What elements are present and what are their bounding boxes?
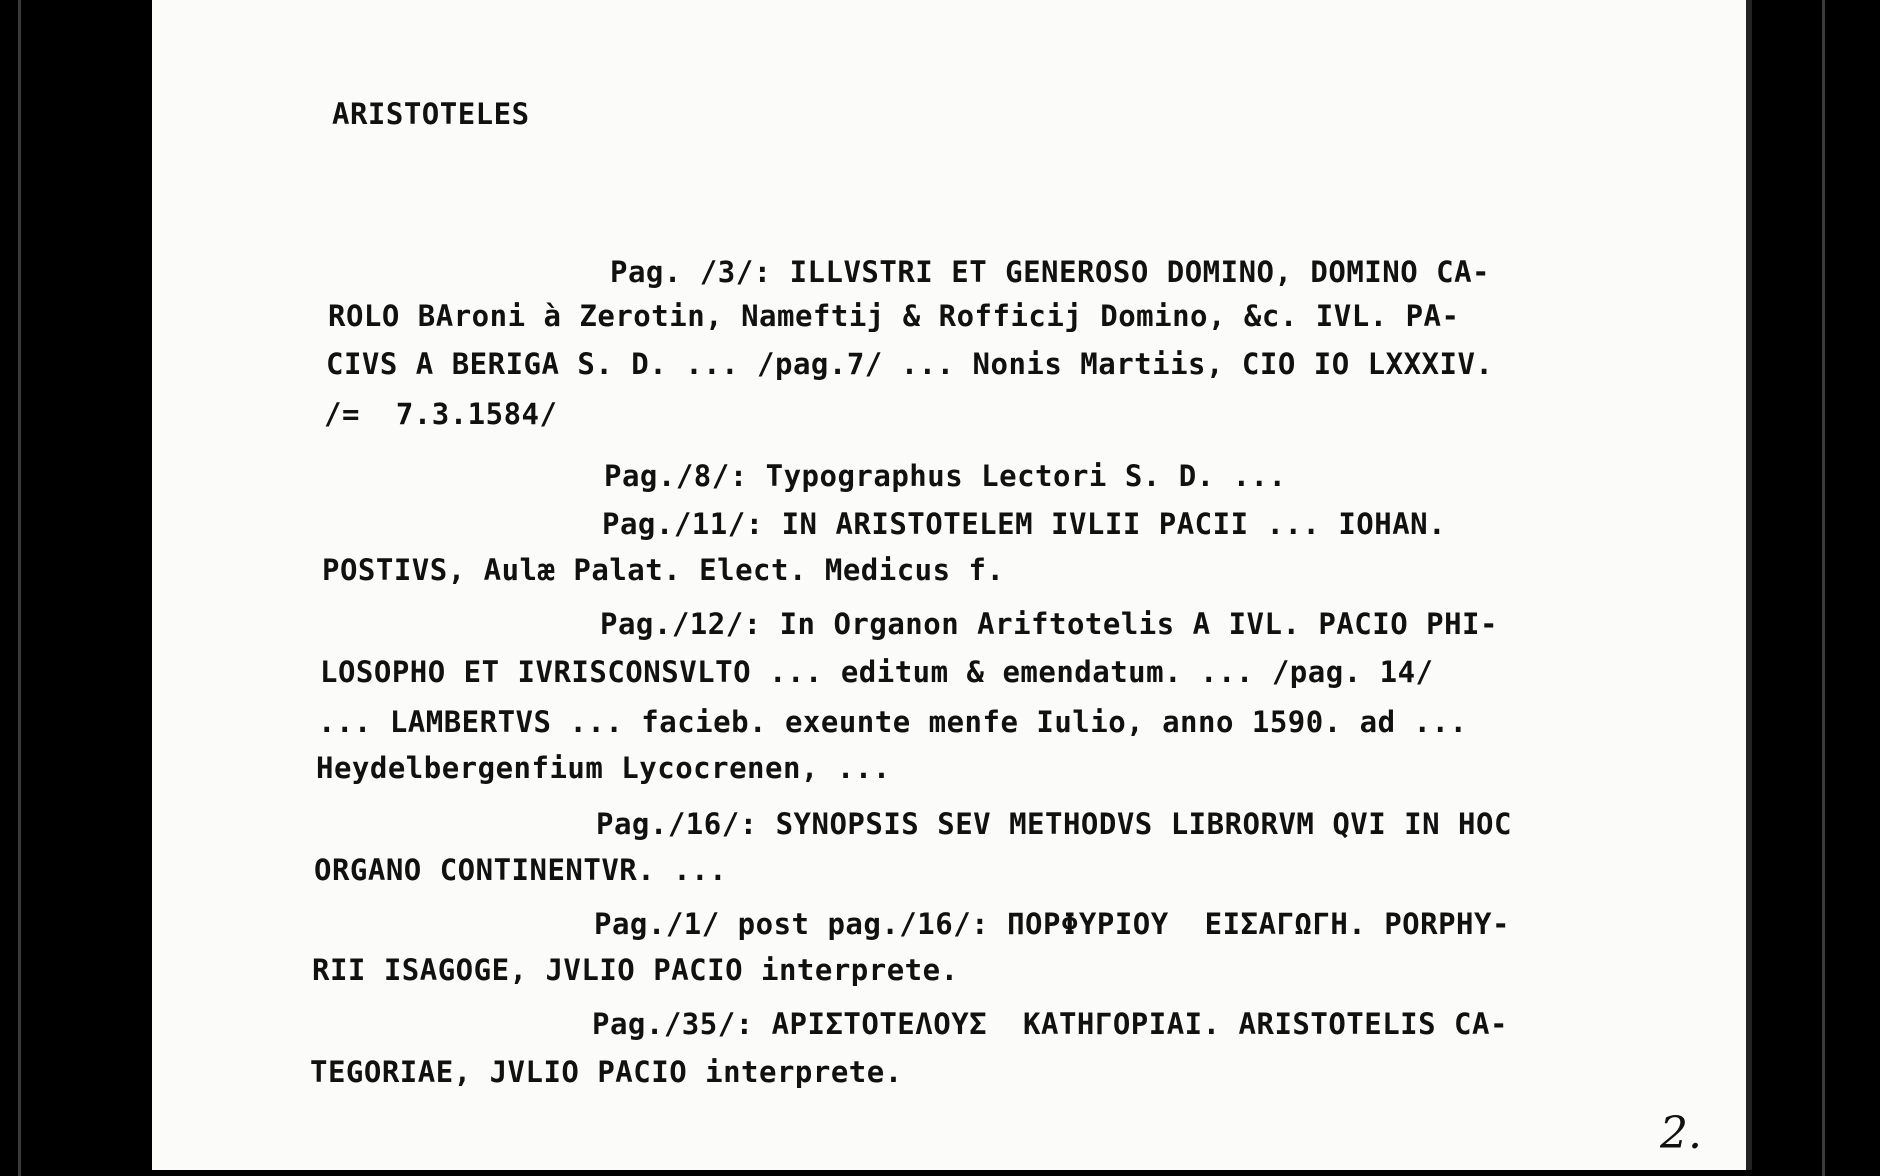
scan-edge-right	[1822, 0, 1825, 1176]
entry-line-3: CIVS A BERIGA S. D. ... /pag.7/ ... Nonis Martiis, CIO IO LXXXIV.	[326, 347, 1494, 381]
entry-line-8: Pag./12/: In Organon Ariftotelis A IVL. PACIO PHI-	[600, 607, 1498, 641]
entry-line-11: Heydelbergenfium Lycocrenen, ...	[316, 751, 891, 785]
entry-line-9: LOSOPHO ET IVRISCONSVLTO ... editum & emendatum. ... /pag. 14/	[320, 655, 1434, 689]
entry-line-13: ORGANO CONTINENTVR. ...	[314, 853, 728, 887]
card-edge-shadow	[1746, 0, 1752, 1170]
entry-line-12: Pag./16/: SYNOPSIS SEV METHODVS LIBRORVM QVI IN HOC	[596, 807, 1512, 841]
handwritten-page-number: 2.	[1660, 1108, 1702, 1159]
entry-line-6: Pag./11/: IN ARISTOTELEM IVLII PACII ... IOHAN.	[602, 507, 1447, 541]
entry-line-17: TEGORIAE, JVLIO PACIO interprete.	[310, 1055, 903, 1089]
entry-line-15: RII ISAGOGE, JVLIO PACIO interprete.	[312, 953, 959, 987]
entry-line-7: POSTIVS, Aulæ Palat. Elect. Medicus f.	[322, 553, 1005, 587]
entry-line-2: ROLO BAroni à Zerotin, Nameftij & Rofficij Domino, &c. IVL. PA-	[328, 299, 1460, 333]
scan-edge-left	[18, 0, 21, 1176]
entry-line-4: /= 7.3.1584/	[324, 397, 558, 431]
entry-line-1: Pag. /3/: ILLVSTRI ET GENEROSO DOMINO, DOMINO CA-	[610, 255, 1491, 289]
entry-line-5: Pag./8/: Typographus Lectori S. D. ...	[604, 459, 1287, 493]
card-heading: ARISTOTELES	[332, 97, 530, 131]
entry-line-14: Pag./1/ post pag./16/: ΠΟΡΦΥΡΙΟΥ ΕΙΣΑΓΩΓΗ. PORPHY-	[594, 907, 1510, 941]
entry-line-16: Pag./35/: ΑΡΙΣΤΟΤΕΛΟΥΣ ΚΑΤΗΓΟΡΙΑΙ. ARISTOTELIS CA-	[592, 1007, 1508, 1041]
entry-line-10: ... LAMBERTVS ... facieb. exeunte menfe Iulio, anno 1590. ad ...	[318, 705, 1468, 739]
